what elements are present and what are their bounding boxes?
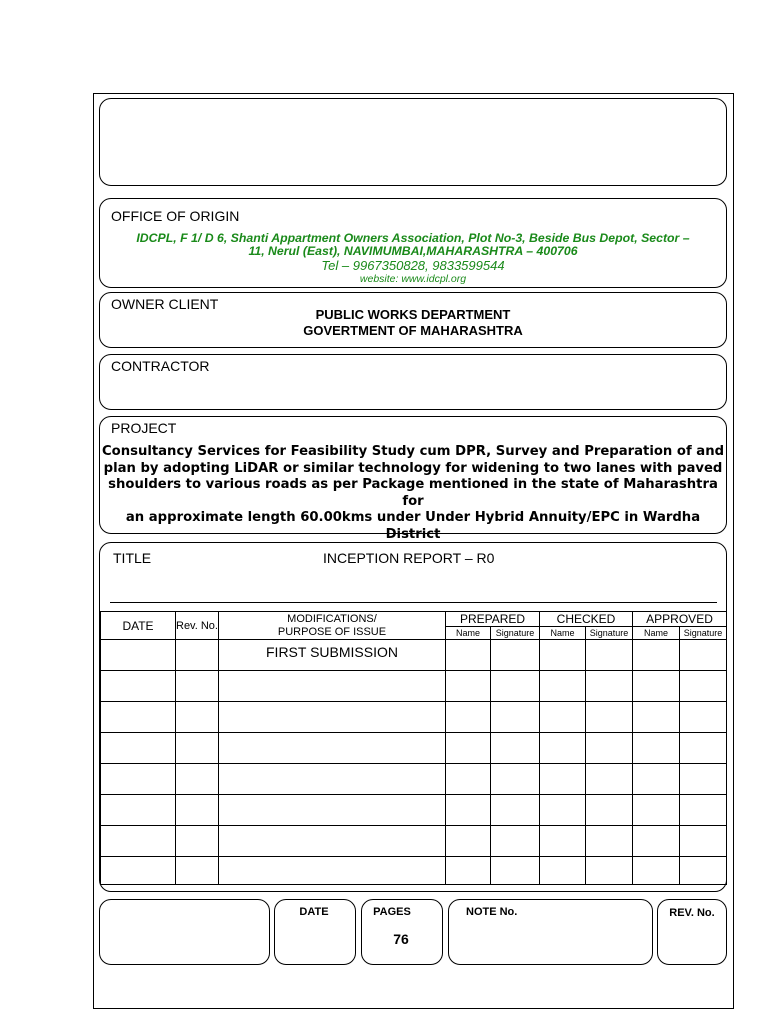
approved-signature-header: Signature xyxy=(680,627,727,640)
modifications-header xyxy=(219,612,446,640)
owner-client-label: OWNER CLIENT xyxy=(111,296,219,312)
project-line: shoulders to various roads as per Package mentioned in the state of Maharashtra for xyxy=(108,477,718,509)
footer-blank-box xyxy=(99,899,270,965)
office-address-line1: IDCPL, F 1/ D 6, Shanti Appartment Owners Association, Plot No-3, Beside Bus Depot, Sector – xyxy=(136,231,690,245)
title-divider xyxy=(110,602,717,603)
first-submission-cell: FIRST SUBMISSION xyxy=(219,640,446,671)
prepared-header: PREPARED xyxy=(446,612,540,627)
revision-table xyxy=(100,611,727,885)
footer-note-label: NOTE No. xyxy=(466,906,518,918)
approved-name-header: Name xyxy=(633,627,680,640)
footer-pages-label: PAGES xyxy=(373,906,411,918)
prepared-signature-header: Signature xyxy=(491,627,540,640)
checked-header: CHECKED xyxy=(540,612,633,627)
footer-rev-label: REV. No. xyxy=(669,907,715,919)
modifications-header-line2: PURPOSE OF ISSUE xyxy=(277,625,387,638)
date-header: DATE xyxy=(101,612,176,640)
approved-header: APPROVED xyxy=(633,612,727,627)
title-label: TITLE xyxy=(113,550,152,566)
title-value: INCEPTION REPORT – R0 xyxy=(323,550,495,566)
table-row xyxy=(101,671,727,702)
owner-client-line2: GOVERTMENT OF MAHARASHTRA xyxy=(303,323,523,338)
prepared-name-header: Name xyxy=(446,627,491,640)
table-row xyxy=(101,702,727,733)
header-box xyxy=(99,98,727,186)
project-label: PROJECT xyxy=(111,420,177,436)
table-row xyxy=(101,826,727,857)
owner-client-line1: PUBLIC WORKS DEPARTMENT xyxy=(315,307,511,322)
office-of-origin-label: OFFICE OF ORIGIN xyxy=(111,208,240,224)
rev-no-header: Rev. No. xyxy=(176,612,219,640)
project-line: Consultancy Services for Feasibility Study cum DPR, Survey and Preparation of and xyxy=(101,444,725,459)
table-row xyxy=(101,640,727,671)
table-row xyxy=(101,764,727,795)
checked-signature-header: Signature xyxy=(586,627,633,640)
project-description xyxy=(100,444,726,543)
checked-name-header: Name xyxy=(540,627,586,640)
contractor-label: CONTRACTOR xyxy=(111,358,210,374)
table-row xyxy=(101,733,727,764)
project-line: plan by adopting LiDAR or similar technology for widening to two lanes with paved xyxy=(103,460,723,476)
table-row xyxy=(101,857,727,885)
footer-pages-value: 76 xyxy=(393,931,409,947)
footer-date-label: DATE xyxy=(299,906,329,918)
table-row xyxy=(101,795,727,826)
project-line: an approximate length 60.00kms under Under Hybrid Annuity/EPC in Wardha District xyxy=(125,510,701,542)
office-tel: Tel – 9967350828, 9833599544 xyxy=(321,258,505,273)
modifications-header-line1: MODIFICATIONS/ xyxy=(287,612,377,625)
office-address-line2: 11, Nerul (East), NAVIMUMBAI,MAHARASHTRA – 400706 xyxy=(248,244,578,258)
office-website: website: www.idcpl.org xyxy=(359,273,467,285)
